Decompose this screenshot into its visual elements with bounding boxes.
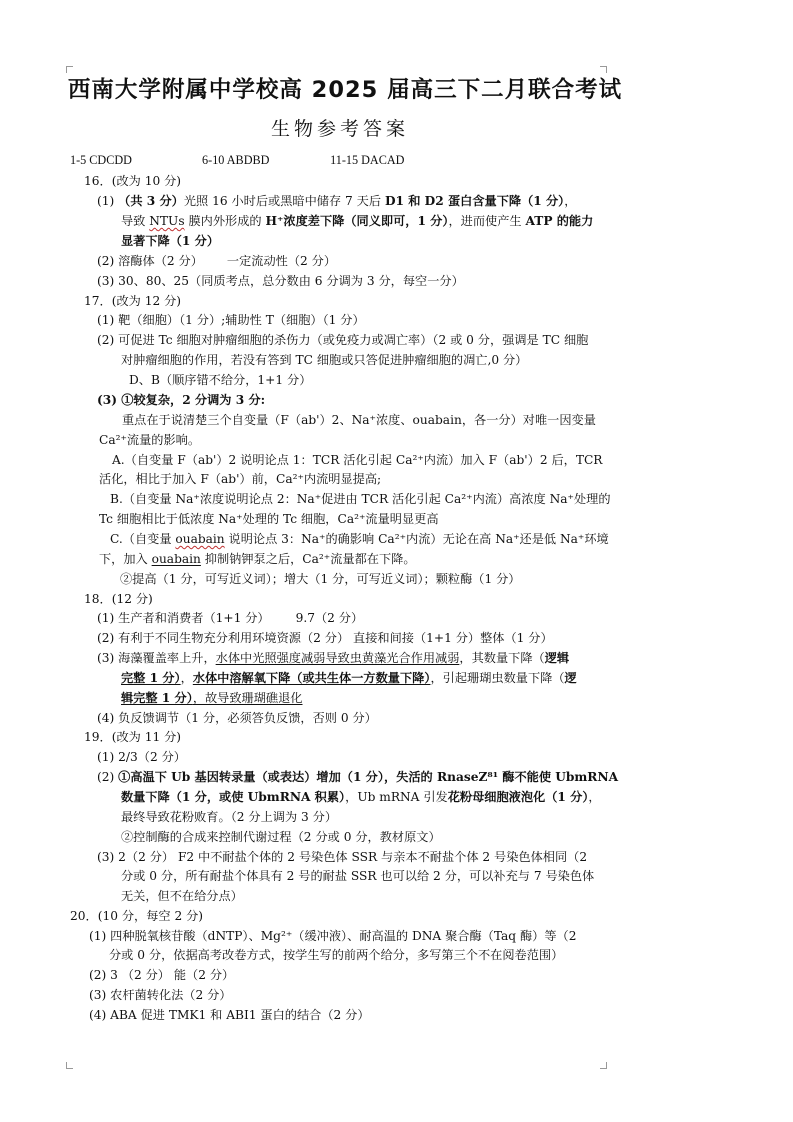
q17-3-C-text-d: 抑制钠钾泵之后，Ca²⁺流量都在下降。 [200, 552, 416, 566]
choice-answers-11-15: 11-15 DACAD [330, 153, 405, 167]
q18-3-line3 [121, 689, 303, 707]
q18-2-line: (2) 有利于不同生物充分利用环境资源（2 分） 直接和间接（1+1 分）整体（1 分） [97, 631, 553, 645]
q16-1-text-b: 膜内外形成的 [184, 214, 266, 228]
q17-3-C-text-b: 说明论点 3：Na⁺的确影响 Ca²⁺内流）无论在高 Na⁺还是低 Na⁺环境 [224, 532, 609, 546]
q19-2-number: (2) [97, 770, 119, 784]
q18-3-bold-a: 逻辑 [544, 651, 570, 665]
q17-3-C-text-c: 下，加入 [99, 552, 152, 566]
q20-1-line1: (1) 四种脱氧核苷酸（dNTP）、Mg²⁺（缓冲液）、耐高温的 DNA 聚合酶（Taq 酶）等（2 [89, 929, 577, 943]
q19-2-punct: ， [588, 790, 601, 804]
q19-1-line: (1) 2/3（2 分） [97, 750, 186, 764]
q17-3-C-text-a: C.（自变量 [110, 532, 176, 546]
q18-3-text-b: ，其数量下降（ [459, 651, 545, 665]
q20-2-line: (2) 3 （2 分） 能（2 分） [89, 968, 235, 982]
q19-heading: 19．(改为 11 分) [84, 730, 182, 744]
q16-heading: 16．(改为 10 分) [84, 174, 182, 188]
q17-3-C-ouabain-2: ouabain [151, 552, 201, 566]
choice-answers [70, 153, 404, 168]
q19-2-key-point-2: 数量下降（1 分，或使 UbmRNA 积累） [121, 790, 346, 804]
q17-3-line2: Ca²⁺流量的影响。 [99, 433, 201, 447]
q16-1-key-point: D1 和 D2 蛋白含量下降（1 分） [384, 194, 565, 208]
q16-1-line3: 显著下降（1 分） [121, 234, 220, 248]
q19-3-line1: (3) 2（2 分） F2 中不耐盐个体的 2 号染色体 SSR 与亲本不耐盐个体 2 号染色体相同（2 [97, 850, 588, 864]
q18-3-text-c: ，引起珊瑚虫数量下降（ [430, 671, 565, 685]
q16-1-text-a: 导致 [121, 214, 150, 228]
q19-2-key-point: ①高温下 Ub 基因转录量（或表达）增加（1 分），失活的 RnaseZ⁸¹ 酶不能使 UbmRNA [118, 770, 619, 784]
q16-1-key-point-3: ATP 的能力 [525, 214, 594, 228]
choice-answers-6-10: 6-10 ABDBD [202, 153, 270, 167]
q19-3-line3: 无关，但不在给分点） [121, 889, 243, 903]
q17-3-C-line1 [110, 530, 609, 548]
q20-4-line: (4) ABA 促进 TMK1 和 ABI1 蛋白的结合（2 分） [89, 1008, 370, 1022]
q17-3-C-ouabain: ouabain [175, 532, 225, 546]
q19-3-line2: 分或 0 分，所有耐盐个体具有 2 号的耐盐 SSR 也可以给 2 分，可以补充与 7 号染色体 [121, 869, 595, 883]
q17-3-line1: 重点在于说清楚三个自变量（F（ab'）2、Na⁺浓度、ouabain，各一分）对唯一因变量 [122, 413, 596, 427]
q18-3-bold-d: 辑完整 1 分） [121, 691, 193, 705]
q20-1-line2: 分或 0 分，依据高考改卷方式，按学生写的前两个给分，多写第三个不在阅卷范围） [109, 948, 564, 962]
crop-mark-bottom-left [66, 1062, 73, 1069]
q16-2-line [97, 252, 336, 270]
q16-1-line2 [121, 212, 593, 230]
crop-mark-bottom-right [600, 1062, 607, 1069]
q18-3-bold-c: 逻 [564, 671, 577, 685]
q17-3-A-line2: 活化，相比于加入 F（ab'）前，Ca²⁺内流明显提高; [99, 472, 382, 486]
q17-heading: 17．(改为 12 分) [84, 294, 182, 308]
q16-1-ntus: NTUs [149, 214, 185, 228]
q16-1-punct: ， [564, 194, 577, 208]
q18-4-line: (4) 负反馈调节（1 分，必须答负反馈，否则 0 分） [97, 711, 377, 725]
q19-2-text: ，Ub mRNA 引发 [345, 790, 448, 804]
q17-3-2-line: ②提高（1 分，可写近义词）；增大（1 分，可写近义词）；颗粒酶（1 分） [120, 572, 521, 586]
q16-1-score: （共 3 分） [118, 194, 184, 208]
q17-1-line: (1) 靶（细胞）（1 分）;辅助性 T（细胞）（1 分） [97, 313, 365, 327]
q18-3-punct: ， [180, 671, 193, 685]
page-title: 西南大学附属中学校高 2025 届高三下二月联合考试 [67, 77, 623, 103]
q16-2-answer-a: (2) 溶酶体（2 分） [97, 254, 203, 268]
q20-heading: 20．(10 分，每空 2 分) [70, 909, 204, 923]
q16-1-number: (1) [97, 194, 119, 208]
q18-3-line2 [121, 669, 577, 687]
q17-3-B-line1: B.（自变量 Na⁺浓度说明论点 2：Na⁺促进由 TCR 活化引起 Ca²⁺内流）高浓度 Na⁺处理的 [110, 492, 611, 506]
q17-3-B-line2: Tc 细胞相比于低浓度 Na⁺处理的 Tc 细胞，Ca²⁺流量明显更高 [99, 512, 439, 526]
q18-1-answer-b: 9.7（2 分） [295, 611, 364, 625]
q18-3-key-cause: 水体中光照强度减弱导致虫黄藻光合作用减弱 [215, 651, 460, 665]
q17-2-line2: 对肿瘤细胞的作用，若没有答到 TC 细胞或只答促进肿瘤细胞的凋亡,0 分） [121, 353, 528, 367]
q17-3-heading: (3) ①较复杂，2 分调为 3 分: [97, 393, 266, 407]
q18-1-answer-a: (1) 生产者和消费者（1+1 分） [97, 611, 270, 625]
q19-2-line4: ②控制酶的合成来控制代谢过程（2 分或 0 分，教材原文） [121, 830, 441, 844]
q18-3-line1 [97, 649, 569, 667]
q17-2-line1: (2) 可促进 Tc 细胞对肿瘤细胞的杀伤力（或免疫力或凋亡率）（2 或 0 分，强调是 TC 细胞 [97, 333, 589, 347]
q18-heading: 18．(12 分) [84, 592, 153, 606]
choice-answers-1-5: 1-5 CDCDD [70, 153, 132, 167]
q19-2-line2 [121, 788, 601, 806]
q16-1-line1 [97, 192, 576, 210]
q18-3-bold-b: 完整 1 分） [121, 671, 181, 685]
q16-2-answer-b: 一定流动性（2 分） [226, 254, 337, 268]
q17-3-A-line1: A.（自变量 F（ab'）2 说明论点 1：TCR 活化引起 Ca²⁺内流）加入 F（ab'）2 后，TCR [112, 453, 603, 467]
q16-3-line: (3) 30、80、25（同质考点，总分数由 6 分调为 3 分，每空一分） [97, 274, 464, 288]
page-subtitle: 生物参考答案 [270, 118, 409, 140]
q17-3-C-line2 [99, 550, 416, 568]
q16-1-key-point-2: H⁺浓度差下降（同义即可，1 分） [265, 214, 449, 228]
q20-3-line: (3) 农杆菌转化法（2 分） [89, 988, 232, 1002]
q18-3-text-d: ，故导致珊瑚礁退化 [192, 691, 303, 705]
q19-2-key-point-3: 花粉母细胞液泡化（1 分） [447, 790, 589, 804]
q19-2-line3: 最终导致花粉败育。（2 分上调为 3 分） [121, 810, 338, 824]
q17-2-line3: D、B（顺序错不给分，1+1 分） [129, 373, 312, 387]
q18-3-text-a: (3) 海藻覆盖率上升， [97, 651, 216, 665]
q16-1-text: 光照 16 小时后或黑暗中储存 7 天后 [183, 194, 385, 208]
q18-3-key-cause-2: 水体中溶解氧下降（或共生体一方数量下降） [192, 671, 431, 685]
q19-2-line1 [97, 768, 618, 786]
q18-1-line [97, 609, 363, 627]
q16-1-text-c: ，进而使产生 [448, 214, 526, 228]
